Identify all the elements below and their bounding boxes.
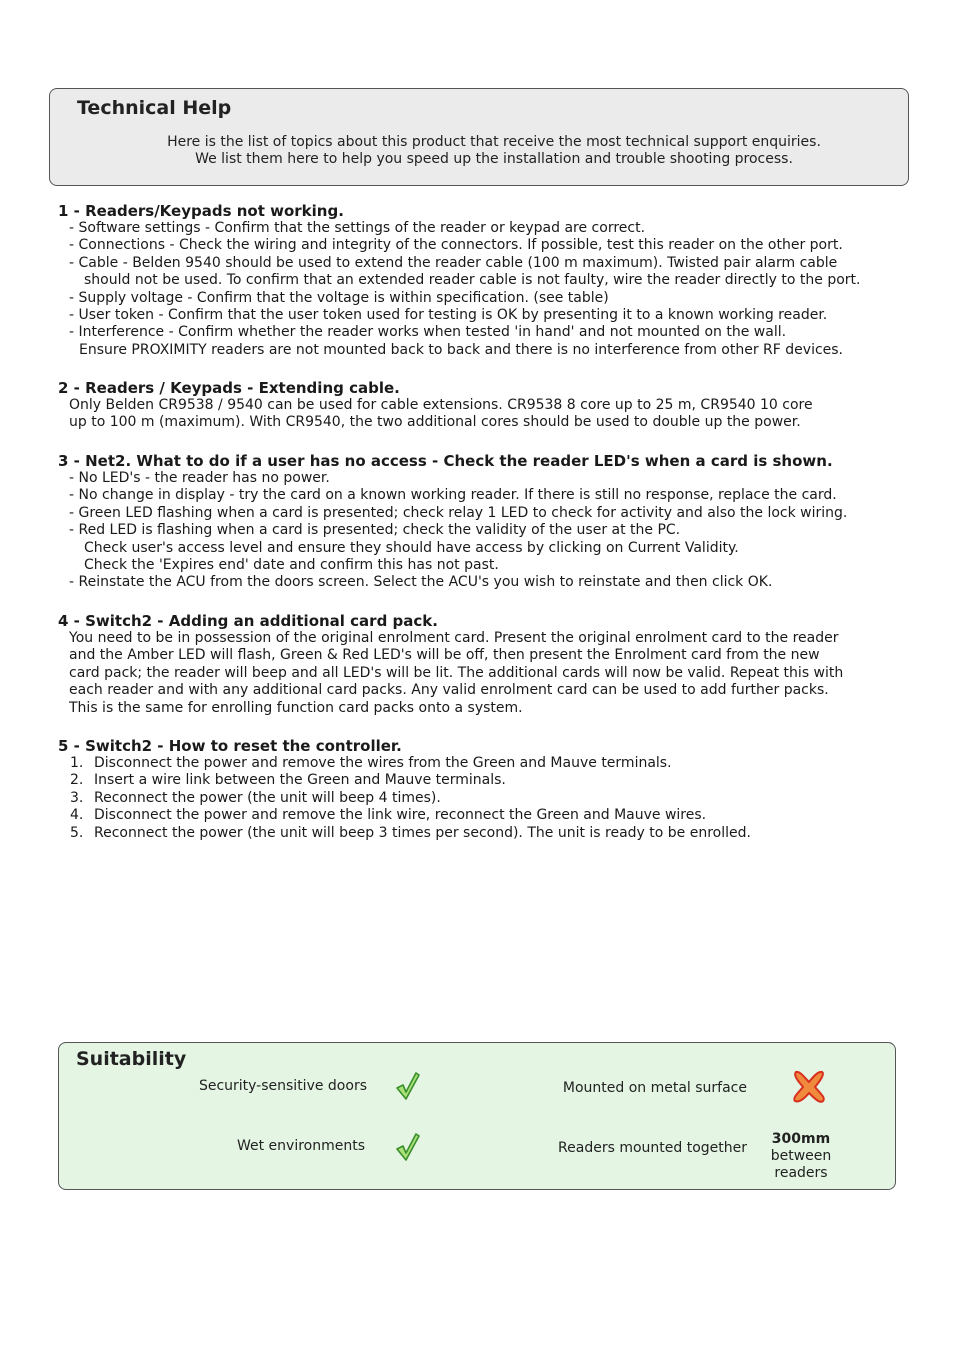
section-line: - Reinstate the ACU from the doors screen. Select the ACU's you wish to reinstate and then click OK. [69, 574, 773, 591]
section-switch2-card-pack [58, 612, 908, 717]
step-item [58, 772, 908, 789]
cross-icon [790, 1069, 828, 1109]
check-icon [395, 1071, 421, 1105]
section-extending-cable [58, 379, 908, 432]
suitability-label-wet-environments: Wet environments [236, 1138, 365, 1154]
section-line: up to 100 m (maximum). With CR9540, the two additional cores should be used to double up the power. [69, 414, 801, 431]
step-text: Disconnect the power and remove the link wire, reconnect the Green and Mauve wires. [94, 807, 707, 824]
section-line: each reader and with any additional card packs. Any valid enrolment card can be used to add further packs. [69, 682, 829, 699]
suitability-title: Suitability [76, 1048, 187, 1070]
step-text: Reconnect the power (the unit will beep 4 times). [94, 789, 441, 806]
section-line: - Red LED is flashing when a card is presented; check the validity of the user at the PC. [69, 522, 681, 539]
step-item [58, 825, 908, 842]
intro-line: Here is the list of topics about this product that receive the most technical support enquiries. [167, 134, 821, 150]
section-line: Check the 'Expires end' date and confirm this has not past. [84, 557, 499, 574]
section-line: - Cable - Belden 9540 should be used to extend the reader cable (100 m maximum). Twisted pair alarm cable [69, 254, 838, 271]
suitability-label-metal-surface: Mounted on metal surface [562, 1080, 747, 1096]
step-number: 3. [70, 789, 84, 806]
step-text: Reconnect the power (the unit will beep 3 times per second). The unit is ready to be enrolled. [94, 824, 751, 841]
section-line: and the Amber LED will flash, Green & Red LED's will be off, then present the Enrolment card from the new [69, 647, 820, 664]
section-line: Only Belden CR9538 / 9540 can be used for cable extensions. CR9538 8 core up to 25 m, CR9540 10 core [69, 397, 813, 413]
suitability-label-readers-together: Readers mounted together [558, 1140, 747, 1156]
step-number: 4. [70, 807, 84, 824]
section-net2-no-access [58, 452, 908, 592]
spacing-text: between [770, 1148, 832, 1164]
technical-help-title: Technical Help [77, 97, 232, 119]
section-title: 1 - Readers/Keypads not working. [58, 202, 344, 220]
section-readers-not-working [58, 202, 908, 359]
section-title: 3 - Net2. What to do if a user has no access - Check the reader LED's when a card is shown. [58, 452, 833, 470]
section-line: - No change in display - try the card on a known working reader. If there is still no response, replace the card. [69, 487, 837, 504]
step-item [58, 790, 908, 807]
check-icon [395, 1132, 421, 1166]
section-title: 2 - Readers / Keypads - Extending cable. [58, 379, 400, 397]
step-text: Insert a wire link between the Green and Mauve terminals. [94, 772, 506, 789]
section-line: should not be used. To confirm that an extended reader cable is not faulty, wire the reader directly to the port. [84, 272, 861, 289]
section-line: card pack; the reader will beep and all LED's will be lit. The additional cards will now be valid. Repeat this with [69, 664, 844, 681]
spacing-text: readers [774, 1165, 828, 1181]
step-number: 1. [70, 755, 84, 771]
section-line: - Software settings - Confirm that the settings of the reader or keypad are correct. [69, 220, 646, 236]
suitability-box [58, 1042, 896, 1190]
section-line: Ensure PROXIMITY readers are not mounted back to back and there is no interference from other RF devices. [79, 341, 844, 358]
readers-spacing-spec [759, 1131, 843, 1182]
suitability-label-security-doors: Security-sensitive doors [198, 1078, 367, 1094]
section-line: You need to be in possession of the original enrolment card. Present the original enrolment card to the reader [69, 630, 839, 646]
section-line: - User token - Confirm that the user token used for testing is OK by presenting it to a known working reader. [69, 307, 828, 324]
step-item [58, 807, 908, 824]
intro-line: We list them here to help you speed up the installation and trouble shooting process. [195, 151, 793, 167]
spacing-value: 300mm [771, 1131, 831, 1147]
section-line: - Interference - Confirm whether the reader works when tested 'in hand' and not mounted on the wall. [69, 324, 787, 341]
step-number: 5. [70, 824, 84, 841]
step-text: Disconnect the power and remove the wires from the Green and Mauve terminals. [94, 755, 672, 771]
step-item [58, 755, 908, 772]
section-switch2-reset [58, 737, 908, 842]
section-line: - Supply voltage - Confirm that the voltage is within specification. (see table) [69, 289, 609, 306]
section-line: - No LED's - the reader has no power. [69, 470, 330, 486]
technical-help-intro [50, 134, 908, 168]
section-line: - Green LED flashing when a card is presented; check relay 1 LED to check for activity and also the lock wiring. [69, 504, 848, 521]
section-line: - Connections - Check the wiring and integrity of the connectors. If possible, test this reader on the other port. [69, 237, 843, 254]
section-line: This is the same for enrolling function card packs onto a system. [69, 699, 523, 716]
step-number: 2. [70, 772, 84, 789]
section-title: 5 - Switch2 - How to reset the controller. [58, 737, 402, 755]
technical-help-box [49, 88, 909, 186]
section-title: 4 - Switch2 - Adding an additional card pack. [58, 612, 438, 630]
section-line: Check user's access level and ensure they should have access by clicking on Current Validity. [84, 539, 739, 556]
